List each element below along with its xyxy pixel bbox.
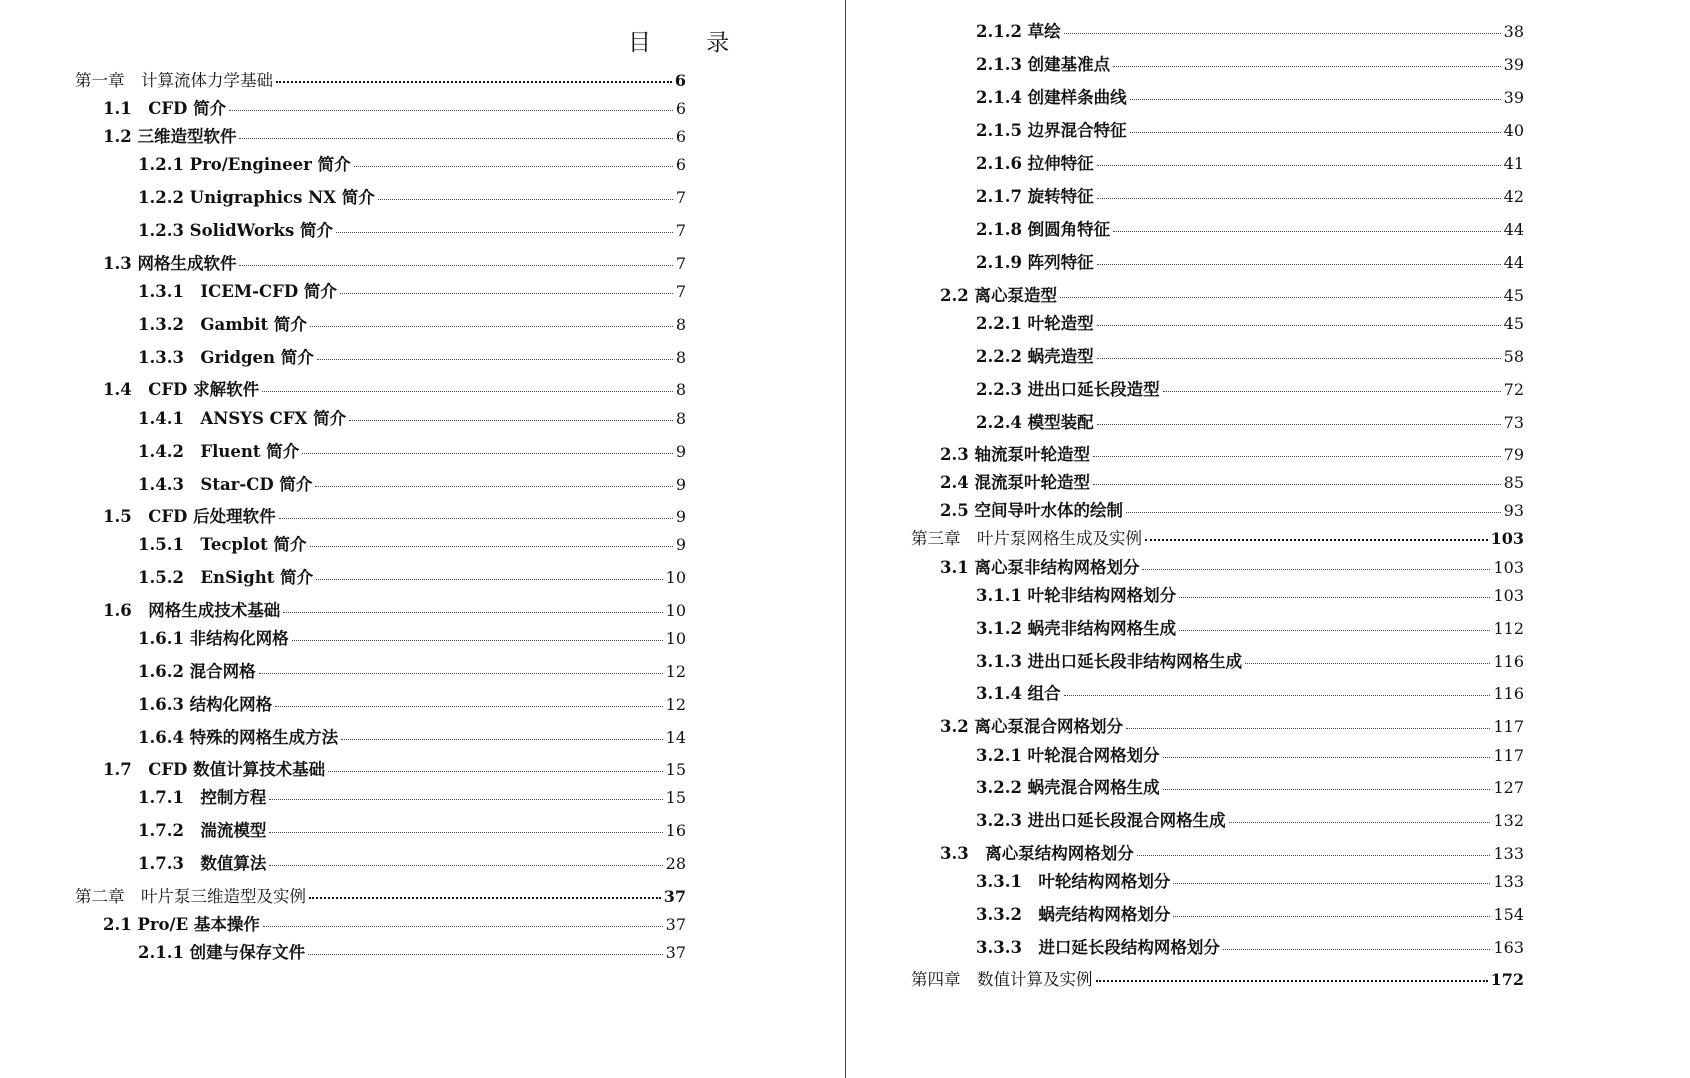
dot-leader [229,110,673,111]
toc-entry[interactable] [976,868,1524,892]
toc-entry[interactable] [976,409,1524,433]
toc-entry-page: 41 [1503,154,1524,173]
toc-entry[interactable] [103,95,686,119]
toc-entry[interactable] [138,658,686,682]
toc-entry-label: 3.1.4 组合 [976,684,1061,703]
toc-entry-label: 2.5 空间导叶水体的绘制 [940,501,1123,520]
dot-leader [263,926,663,927]
toc-entry-page: 133 [1493,844,1524,863]
toc-entry-page: 44 [1503,220,1524,239]
toc-entry[interactable] [940,441,1524,465]
dot-leader [1173,883,1490,884]
toc-entry[interactable] [138,850,686,874]
toc-entry[interactable] [976,310,1524,334]
dot-leader [1163,789,1491,790]
toc-entry[interactable] [138,311,686,335]
toc-entry-label: 1.3.2 Gambit 简介 [138,315,307,334]
toc-entry[interactable] [976,117,1524,141]
toc-entry-page: 6 [675,155,686,174]
toc-entry[interactable] [976,648,1524,672]
toc-entry-label: 3.2.2 蜗壳混合网格生成 [976,778,1160,797]
toc-entry-page: 93 [1503,501,1524,520]
dot-leader [1145,539,1488,541]
toc-entry-page: 127 [1493,778,1524,797]
toc-entry-label: 3.2 离心泵混合网格划分 [940,717,1123,736]
dot-leader [1097,358,1501,359]
toc-entry[interactable] [976,84,1524,108]
toc-entry[interactable] [138,344,686,368]
toc-entry[interactable] [138,184,686,208]
toc-entry[interactable] [138,817,686,841]
toc-entry-label: 1.4.3 Star-CD 简介 [138,475,313,494]
toc-entry[interactable] [940,282,1524,306]
dot-leader [315,486,672,487]
toc-entry-label: 1.4 CFD 求解软件 [103,380,260,399]
toc-entry-page: 73 [1503,413,1524,432]
toc-entry-label: 3.2.3 进出口延长段混合网格生成 [976,811,1226,830]
toc-entry-label: 3.1 离心泵非结构网格划分 [940,558,1140,577]
toc-entry[interactable] [138,939,686,963]
toc-entry-page: 15 [665,760,686,779]
dot-leader [1097,264,1501,265]
toc-entry-page: 103 [1490,529,1524,548]
toc-entry-page: 37 [665,915,686,934]
toc-entry[interactable] [103,123,686,147]
toc-entry[interactable] [940,469,1524,493]
toc-entry-page: 28 [665,854,686,873]
toc-entry-page: 7 [675,254,686,273]
toc-entry-label: 1.5.2 EnSight 简介 [138,568,314,587]
toc-entry-label: 3.1.1 叶轮非结构网格划分 [976,586,1177,605]
toc-entry[interactable] [138,691,686,715]
toc-entry-page: 117 [1493,746,1524,765]
toc-entry[interactable] [138,151,686,175]
toc-entry-page: 6 [675,99,686,118]
toc-entry-page: 163 [1493,938,1524,957]
toc-entry[interactable] [976,216,1524,240]
toc-entry[interactable] [976,582,1524,606]
toc-entry-label: 1.3.3 Gridgen 简介 [138,348,314,367]
toc-entry-label: 2.2 离心泵造型 [940,286,1057,305]
toc-entry-page: 37 [663,887,686,906]
toc-entry-page: 15 [665,788,686,807]
toc-entry[interactable] [138,438,686,462]
toc-entry-label: 1.7.3 数值算法 [138,854,267,873]
toc-entry-label: 1.7 CFD 数值计算技术基础 [103,760,326,779]
toc-entry-label: 1.6.4 特殊的网格生成方法 [138,728,339,747]
dot-leader [1064,33,1501,34]
dot-leader [310,326,673,327]
toc-entry-page: 103 [1493,586,1524,605]
dot-leader [1097,325,1501,326]
toc-entry-page: 10 [665,601,686,620]
toc-entry[interactable] [75,883,686,907]
toc-entry-page: 8 [675,380,686,399]
dot-leader [1130,132,1501,133]
toc-entry-label: 1.4.2 Fluent 简介 [138,442,300,461]
toc-entry-page: 9 [675,535,686,554]
toc-entry-label: 3.2.1 叶轮混合网格划分 [976,746,1160,765]
dot-leader [279,518,673,519]
dot-leader [341,739,662,740]
toc-entry-label: 1.2.1 Pro/Engineer 简介 [138,155,351,174]
toc-entry-label: 2.1.7 旋转特征 [976,187,1094,206]
dot-leader [1126,512,1501,513]
toc-entry-label: 1.6.2 混合网格 [138,662,256,681]
dot-leader [354,166,673,167]
toc-entry-page: 9 [675,475,686,494]
toc-entry-page: 10 [665,629,686,648]
toc-entry-page: 7 [675,221,686,240]
toc-entry[interactable] [940,554,1524,578]
toc-entry[interactable] [103,911,686,935]
dot-leader [1229,822,1491,823]
toc-entry-page: 10 [665,568,686,587]
toc-entry[interactable] [976,934,1524,958]
dot-leader [275,706,662,707]
toc-entry[interactable] [103,503,686,527]
toc-entry-label: 2.3 轴流泵叶轮造型 [940,445,1090,464]
dot-leader [1163,391,1501,392]
toc-entry-page: 116 [1493,684,1524,703]
toc-entry[interactable] [940,840,1524,864]
dot-leader [1179,597,1490,598]
toc-entry-label: 2.1.6 拉伸特征 [976,154,1094,173]
dot-leader [1130,99,1501,100]
toc-entry-label: 1.5 CFD 后处理软件 [103,507,276,526]
toc-entry[interactable] [976,249,1524,273]
toc-entry[interactable] [976,51,1524,75]
toc-entry[interactable] [976,376,1524,400]
dot-leader [1064,695,1491,696]
toc-entry[interactable] [976,807,1524,831]
dot-leader [1142,569,1490,570]
dot-leader [316,579,663,580]
toc-entry-page: 58 [1503,347,1524,366]
toc-entry[interactable] [138,471,686,495]
dot-leader [1097,424,1501,425]
toc-entry-page: 154 [1493,905,1524,924]
toc-entry[interactable] [976,18,1524,42]
toc-entry-label: 2.2.3 进出口延长段造型 [976,380,1160,399]
toc-entry-label: 第四章 数值计算及实例 [911,970,1093,989]
toc-entry-page: 85 [1503,473,1524,492]
toc-entry-label: 2.1.8 倒圆角特征 [976,220,1111,239]
toc-entry-label: 2.1.5 边界混合特征 [976,121,1127,140]
dot-leader [310,546,673,547]
toc-entry-label: 3.1.3 进出口延长段非结构网格生成 [976,652,1243,671]
toc-entry[interactable] [976,343,1524,367]
toc-entry-page: 14 [665,728,686,747]
page-divider [845,0,846,1078]
toc-entry-label: 2.1.3 创建基准点 [976,55,1111,74]
dot-leader [1113,231,1500,232]
dot-leader [309,897,661,899]
toc-entry-page: 38 [1503,22,1524,41]
toc-entry-page: 9 [675,442,686,461]
toc-entry[interactable] [976,774,1524,798]
dot-leader [1060,297,1501,298]
dot-leader [1126,728,1491,729]
toc-entry[interactable] [940,713,1524,737]
toc-entry-page: 72 [1503,380,1524,399]
toc-entry-page: 116 [1493,652,1524,671]
toc-entry-page: 40 [1503,121,1524,140]
dot-leader [1173,916,1490,917]
toc-entry-label: 2.4 混流泵叶轮造型 [940,473,1090,492]
toc-entry-label: 1.5.1 Tecplot 简介 [138,535,307,554]
toc-entry-label: 1.2.3 SolidWorks 简介 [138,221,334,240]
toc-entry[interactable] [103,250,686,274]
toc-entry-page: 42 [1503,187,1524,206]
toc-entry-label: 1.7.2 湍流模型 [138,821,267,840]
dot-leader [239,265,672,266]
toc-entry-label: 3.3.2 蜗壳结构网格划分 [976,905,1171,924]
toc-entry[interactable] [138,405,686,429]
dot-leader [1223,949,1491,950]
toc-entry-label: 第三章 叶片泵网格生成及实例 [911,529,1142,548]
toc-entry[interactable] [911,966,1524,990]
toc-entry[interactable] [103,597,686,621]
toc-entry-page: 172 [1490,970,1524,989]
toc-entry-label: 1.4.1 ANSYS CFX 简介 [138,409,347,428]
dot-leader [292,640,663,641]
toc-entry-label: 1.6.1 非结构化网格 [138,629,289,648]
dot-leader [239,138,672,139]
toc-entry-page: 44 [1503,253,1524,272]
toc-entry-label: 2.2.4 模型装配 [976,413,1094,432]
dot-leader [302,453,673,454]
dot-leader [1113,66,1500,67]
dot-leader [349,420,673,421]
toc-entry-page: 132 [1493,811,1524,830]
dot-leader [1093,456,1501,457]
toc-entry[interactable] [138,531,686,555]
toc-entry-label: 1.6.3 结构化网格 [138,695,273,714]
toc-entry[interactable] [103,756,686,780]
toc-entry-label: 1.6 网格生成技术基础 [103,601,281,620]
toc-entry-label: 3.3.3 进口延长段结构网格划分 [976,938,1220,957]
toc-entry[interactable] [976,901,1524,925]
right-page [848,0,1690,1078]
toc-entry-page: 7 [675,282,686,301]
dot-leader [308,954,662,955]
toc-entry[interactable] [976,150,1524,174]
dot-leader [276,81,672,83]
toc-entry-label: 1.2 三维造型软件 [103,127,237,146]
toc-entry-page: 39 [1503,55,1524,74]
dot-leader [1137,855,1491,856]
dot-leader [336,232,673,233]
toc-entry-page: 9 [675,507,686,526]
dot-leader [269,832,662,833]
toc-entry[interactable] [138,625,686,649]
toc-entry[interactable] [75,67,686,91]
dot-leader [1097,165,1501,166]
dot-leader [1179,630,1490,631]
toc-entry-label: 第一章 计算流体力学基础 [75,71,273,90]
dot-leader [1093,484,1501,485]
dot-leader [259,673,663,674]
toc-entry-page: 12 [665,695,686,714]
dot-leader [269,799,662,800]
toc-entry-page: 45 [1503,314,1524,333]
toc-entry-label: 1.7.1 控制方程 [138,788,267,807]
toc-entry-label: 第二章 叶片泵三维造型及实例 [75,887,306,906]
toc-entry-page: 8 [675,348,686,367]
toc-entry-page: 7 [675,188,686,207]
toc-entry-page: 133 [1493,872,1524,891]
toc-entry-label: 3.1.2 蜗壳非结构网格生成 [976,619,1177,638]
toc-entry[interactable] [976,183,1524,207]
toc-entry[interactable] [911,525,1524,549]
dot-leader [283,612,662,613]
toc-entry-page: 6 [674,71,686,90]
toc-entry[interactable] [103,376,686,400]
toc-entry-label: 2.1.9 阵列特征 [976,253,1094,272]
toc-entry-page: 12 [665,662,686,681]
toc-entry-label: 1.3 网格生成软件 [103,254,237,273]
toc-entry[interactable] [138,724,686,748]
toc-entry-page: 6 [675,127,686,146]
toc-entry-label: 2.1 Pro/E 基本操作 [103,915,260,934]
toc-entry-label: 3.3.1 叶轮结构网格划分 [976,872,1171,891]
toc-entry-page: 8 [675,315,686,334]
dot-leader [1163,757,1491,758]
toc-entry[interactable] [138,217,686,241]
dot-leader [1096,980,1488,982]
dot-leader [317,359,673,360]
toc-entry-label: 2.1.4 创建样条曲线 [976,88,1127,107]
toc-entry-page: 103 [1493,558,1524,577]
dot-leader [1245,663,1490,664]
toc-entry[interactable] [976,615,1524,639]
dot-leader [262,391,673,392]
toc-entry-label: 2.2.2 蜗壳造型 [976,347,1094,366]
toc-title: 目 录 [628,30,754,56]
toc-entry-page: 117 [1493,717,1524,736]
toc-entry-page: 37 [665,943,686,962]
toc-entry[interactable] [138,564,686,588]
toc-entry[interactable] [940,497,1524,521]
toc-entry-page: 112 [1493,619,1524,638]
toc-entry-label: 2.2.1 叶轮造型 [976,314,1094,333]
dot-leader [340,293,673,294]
toc-entry-page: 8 [675,409,686,428]
toc-entry[interactable] [138,784,686,808]
toc-entry-label: 1.1 CFD 简介 [103,99,227,118]
toc-entry-page: 79 [1503,445,1524,464]
dot-leader [1097,198,1501,199]
toc-entry-page: 39 [1503,88,1524,107]
dot-leader [328,771,663,772]
toc-entry[interactable] [976,680,1524,704]
toc-entry-label: 1.2.2 Unigraphics NX 简介 [138,188,375,207]
toc-entry-label: 3.3 离心泵结构网格划分 [940,844,1134,863]
toc-entry-label: 1.3.1 ICEM-CFD 简介 [138,282,337,301]
toc-entry-label: 2.1.2 草绘 [976,22,1061,41]
toc-entry[interactable] [976,742,1524,766]
toc-entry[interactable] [138,278,686,302]
toc-entry-page: 45 [1503,286,1524,305]
dot-leader [269,865,662,866]
toc-entry-label: 2.1.1 创建与保存文件 [138,943,306,962]
dot-leader [378,199,673,200]
toc-entry-page: 16 [665,821,686,840]
